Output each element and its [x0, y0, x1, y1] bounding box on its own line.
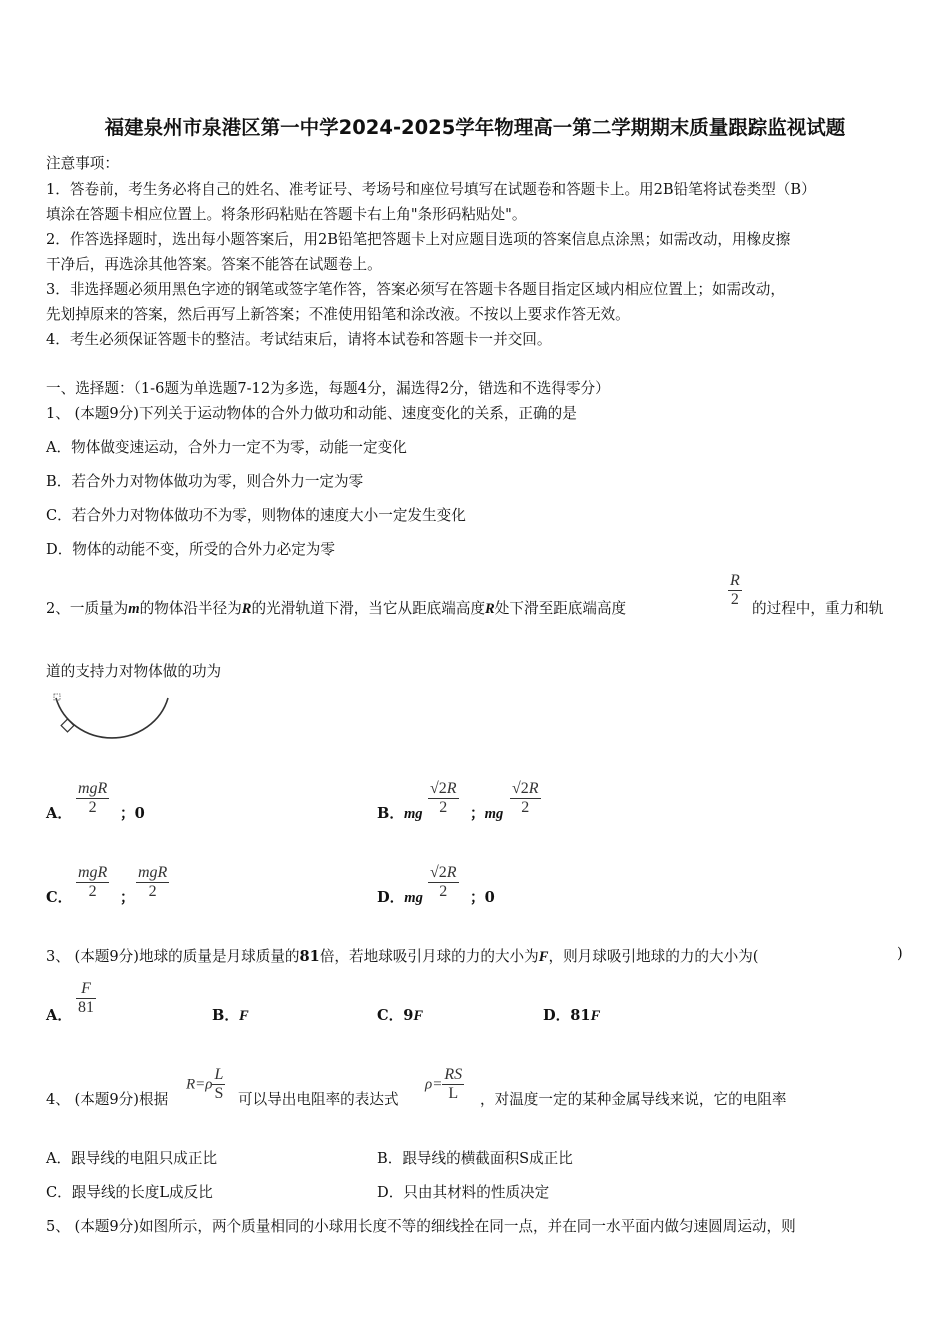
question-2-option-d: D．mg: [377, 889, 423, 906]
question-3-option-d: D．81F: [543, 1007, 601, 1024]
question-1-option-b: B．若合外力对物体做功为零，则合外力一定为零: [46, 473, 364, 490]
question-2-option-d-value: ；0: [470, 889, 495, 906]
question-4-stem-1: 4、 (本题9分)根据: [46, 1091, 169, 1108]
question-2-option-b-fraction-1: $\frac{√2R}{2}$: [430, 780, 457, 816]
question-2-fraction: $\frac{R}{2}$: [730, 572, 740, 608]
question-2-option-c-sep: ；: [120, 889, 135, 906]
notice-heading: 注意事项：: [46, 155, 119, 172]
notice-line: 1．答卷前，考生务必将自己的姓名、准考证号、考场号和座位号填写在试题卷和答题卡上。用2B铅笔将试卷类型（B）: [46, 181, 816, 198]
question-4-stem-3: ，对温度一定的某种金属导线来说，它的电阻率: [480, 1091, 787, 1108]
question-4-option-d: D．只由其材料的性质决定: [377, 1184, 550, 1201]
question-4-formula-2: ρ= $\frac{RS}{L}$: [425, 1066, 463, 1102]
question-1-stem: 1、 (本题9分)下列关于运动物体的合外力做功和动能、速度变化的关系，正确的是: [46, 405, 577, 422]
question-1-option-d: D．物体的动能不变，所受的合外力必定为零: [46, 541, 335, 558]
question-2-line-1: 2、一质量为m的物体沿半径为R的光滑轨道下滑，当它从距底端高度R处下滑至距底端高度: [46, 600, 627, 617]
notice-line: 干净后，再选涂其他答案。答案不能答在试题卷上。: [46, 256, 382, 273]
notice-line: 先划掉原来的答案，然后再写上新答案；不准使用铅笔和涂改液。不按以上要求作答无效。: [46, 306, 630, 323]
question-2-option-a-fraction: $\frac{\text{mgR}}{2}$: [78, 780, 108, 816]
question-2-option-a-label: A．: [46, 805, 72, 822]
question-3-stem: 3、 (本题9分)地球的质量是月球质量的81倍，若地球吸引月球的力的大小为F，则月球吸引地球的力的大小为(: [46, 948, 759, 965]
notice-line: 4．考生必须保证答题卡的整洁。考试结束后，请将本试卷和答题卡一并交回。: [46, 331, 552, 348]
question-3-option-c: C．9F: [377, 1007, 424, 1024]
question-3-option-a-fraction: $\frac{F}{81}$: [78, 980, 94, 1016]
question-2-option-c-fraction-2: $\frac{\text{mgR}}{2}$: [138, 864, 168, 900]
page-title: 福建泉州市泉港区第一中学2024-2025学年物理高一第二学期期末质量跟踪监视试题: [104, 116, 846, 139]
notice-line: 3．非选择题必须用黑色字迹的钢笔或签字笔作答，答案必须写在答题卡各题目指定区域内相应位置上；如需改动，: [46, 281, 785, 298]
question-4-stem-2: 可以导出电阻率的表达式: [238, 1091, 399, 1108]
question-4-option-c: C．跟导线的长度L成反比: [46, 1184, 213, 1201]
question-2-option-a-value: ；0: [120, 805, 145, 822]
question-2-option-d-fraction: $\frac{√2R}{2}$: [430, 864, 457, 900]
question-4-formula-1: R=ρ $\frac{L}{S}$: [186, 1066, 224, 1102]
question-2-option-b-fraction-2: $\frac{√2R}{2}$: [512, 780, 539, 816]
question-4-option-a: A．跟导线的电阻只成正比: [46, 1150, 218, 1167]
question-5-stem: 5、 (本题9分)如图所示，两个质量相同的小球用长度不等的细线拴在同一点，并在同一水平面内做匀速圆周运动，则: [46, 1218, 796, 1235]
notice-line: 填涂在答题卡相应位置上。将条形码粘贴在答题卡右上角"条形码粘贴处"。: [46, 206, 527, 223]
question-1-option-c: C．若合外力对物体做功不为零，则物体的速度大小一定发生变化: [46, 507, 466, 524]
question-2-option-b: B．mg: [377, 805, 423, 822]
question-2-line-2: 道的支持力对物体做的功为: [46, 663, 222, 680]
question-3-option-b: B．F: [212, 1007, 249, 1024]
question-4-option-b: B．跟导线的横截面积S成正比: [377, 1150, 573, 1167]
question-2-option-c-label: C．: [46, 889, 73, 906]
question-3-stem-end: ): [897, 945, 903, 962]
section-heading: 一、选择题：（1-6题为单选题7-12为多选，每题4分，漏选得2分，错选和不选得零分）: [46, 380, 610, 397]
question-1-option-a: A．物体做变速运动，合外力一定不为零，动能一定变化: [46, 439, 407, 456]
notice-line: 2．作答选择题时，选出每小题答案后，用2B铅笔把答题卡上对应题目选项的答案信息点涂黑；如需改动，用橡皮擦: [46, 231, 791, 248]
question-3-option-a-label: A．: [46, 1007, 72, 1024]
question-2-line-1-end: 的过程中，重力和轨: [752, 600, 884, 617]
question-2-option-b-second: ；mg: [470, 805, 504, 822]
question-2-option-c-fraction-1: $\frac{\text{mgR}}{2}$: [78, 864, 108, 900]
track-diagram: [50, 692, 175, 762]
